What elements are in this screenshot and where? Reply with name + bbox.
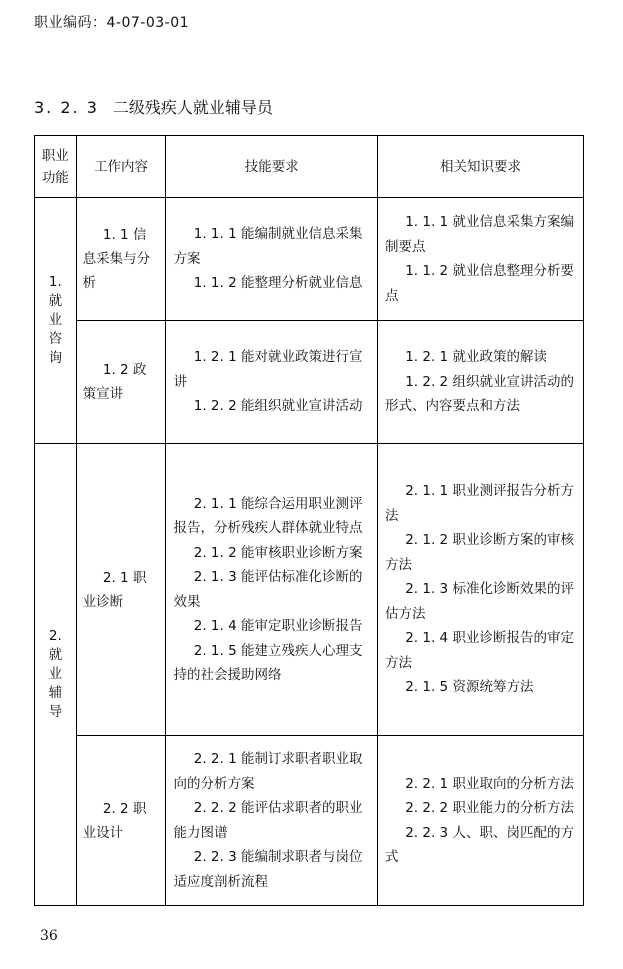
- section-number: 3. 2. 3: [34, 98, 99, 117]
- list-item: 2. 1. 3 标准化诊断效果的评估方法: [384, 581, 574, 622]
- requirements-table: [34, 135, 584, 905]
- list-item: 2. 2. 3 能编制求职者与岗位适应度剖析流程: [173, 849, 363, 890]
- work-content-cell: 1. 2 政策宣讲: [76, 321, 166, 444]
- header-function: 职业 功能: [35, 136, 77, 198]
- list-item: 2. 1. 3 能评估标准化诊断的效果: [173, 569, 363, 610]
- list-item: 1. 1. 1 能编制就业信息采集方案: [173, 226, 363, 267]
- function-number: 1.: [48, 274, 62, 290]
- skills-cell: [166, 736, 377, 906]
- list-item: 2. 2. 3 人、职、岗匹配的方式: [384, 824, 574, 865]
- list-item: 1. 2. 2 组织就业宣讲活动的形式、内容要点和方法: [384, 373, 574, 415]
- table-row: [35, 444, 584, 736]
- knowledge-cell: [377, 321, 583, 444]
- section-title: 二级残疾人就业辅导员: [112, 98, 273, 117]
- list-item: 1. 2. 1 能对就业政策进行宣讲: [173, 349, 363, 390]
- table-row: [35, 198, 584, 321]
- function-cell: [35, 444, 77, 906]
- list-item: 2. 2. 2 能评估求职者的职业能力图谱: [173, 800, 363, 841]
- function-name: 就 业 辅 导: [48, 647, 63, 720]
- list-item: 2. 1. 4 能审定职业诊断报告: [193, 618, 363, 634]
- header-work-content: 工作内容: [76, 136, 166, 198]
- table-header-row: [35, 136, 584, 198]
- list-item: 1. 2. 2 能组织就业宣讲活动: [193, 398, 363, 415]
- knowledge-cell: [377, 736, 583, 906]
- list-item: 2. 2. 2 职业能力的分析方法: [405, 800, 574, 816]
- occupation-code: 职业编码：4-07-03-01: [34, 15, 190, 31]
- header-skill-requirements: 技能要求: [166, 136, 377, 198]
- function-name: 就 业 咨 询: [48, 293, 63, 366]
- list-item: 2. 1. 2 能审核职业诊断方案: [193, 544, 363, 561]
- list-item: 2. 1. 4 职业诊断报告的审定方法: [384, 630, 574, 671]
- knowledge-cell: [377, 198, 583, 321]
- list-item: 2. 1. 1 能综合运用职业测评报告，分析残疾人群体就业特点: [173, 495, 363, 536]
- skills-cell: [166, 321, 377, 444]
- skills-cell: [166, 198, 377, 321]
- function-cell: [35, 198, 77, 444]
- list-item: 2. 1. 1 职业测评报告分析方法: [384, 483, 574, 524]
- skills-cell: [166, 444, 377, 736]
- list-item: 2. 1. 2 职业诊断方案的审核方法: [384, 532, 574, 573]
- knowledge-cell: [377, 444, 583, 736]
- work-content-cell: 2. 1 职业诊断: [76, 444, 166, 736]
- list-item: 2. 2. 1 能制订求职者职业取向的分析方案: [173, 751, 363, 792]
- list-item: 1. 1. 2 就业信息整理分析要点: [384, 263, 574, 304]
- function-number: 2.: [48, 628, 62, 644]
- list-item: 1. 1. 1 就业信息采集方案编制要点: [384, 214, 574, 255]
- list-item: 1. 1. 2 能整理分析就业信息: [193, 275, 363, 292]
- work-content-cell: 1. 1 信息采集与分析: [76, 198, 166, 321]
- list-item: 2. 1. 5 资源统筹方法: [405, 679, 534, 696]
- list-item: 2. 1. 5 能建立残疾人心理支持的社会援助网络: [173, 642, 363, 683]
- list-item: 2. 2. 1 职业取向的分析方法: [405, 775, 574, 792]
- table-row: [35, 736, 584, 906]
- header-knowledge-requirements: 相关知识要求: [377, 136, 583, 198]
- work-content-cell: 2. 2 职业设计: [76, 736, 166, 906]
- section-heading: [34, 95, 273, 118]
- page-number: 36: [40, 928, 58, 944]
- table-row: [35, 321, 584, 444]
- list-item: 1. 2. 1 就业政策的解读: [405, 349, 547, 366]
